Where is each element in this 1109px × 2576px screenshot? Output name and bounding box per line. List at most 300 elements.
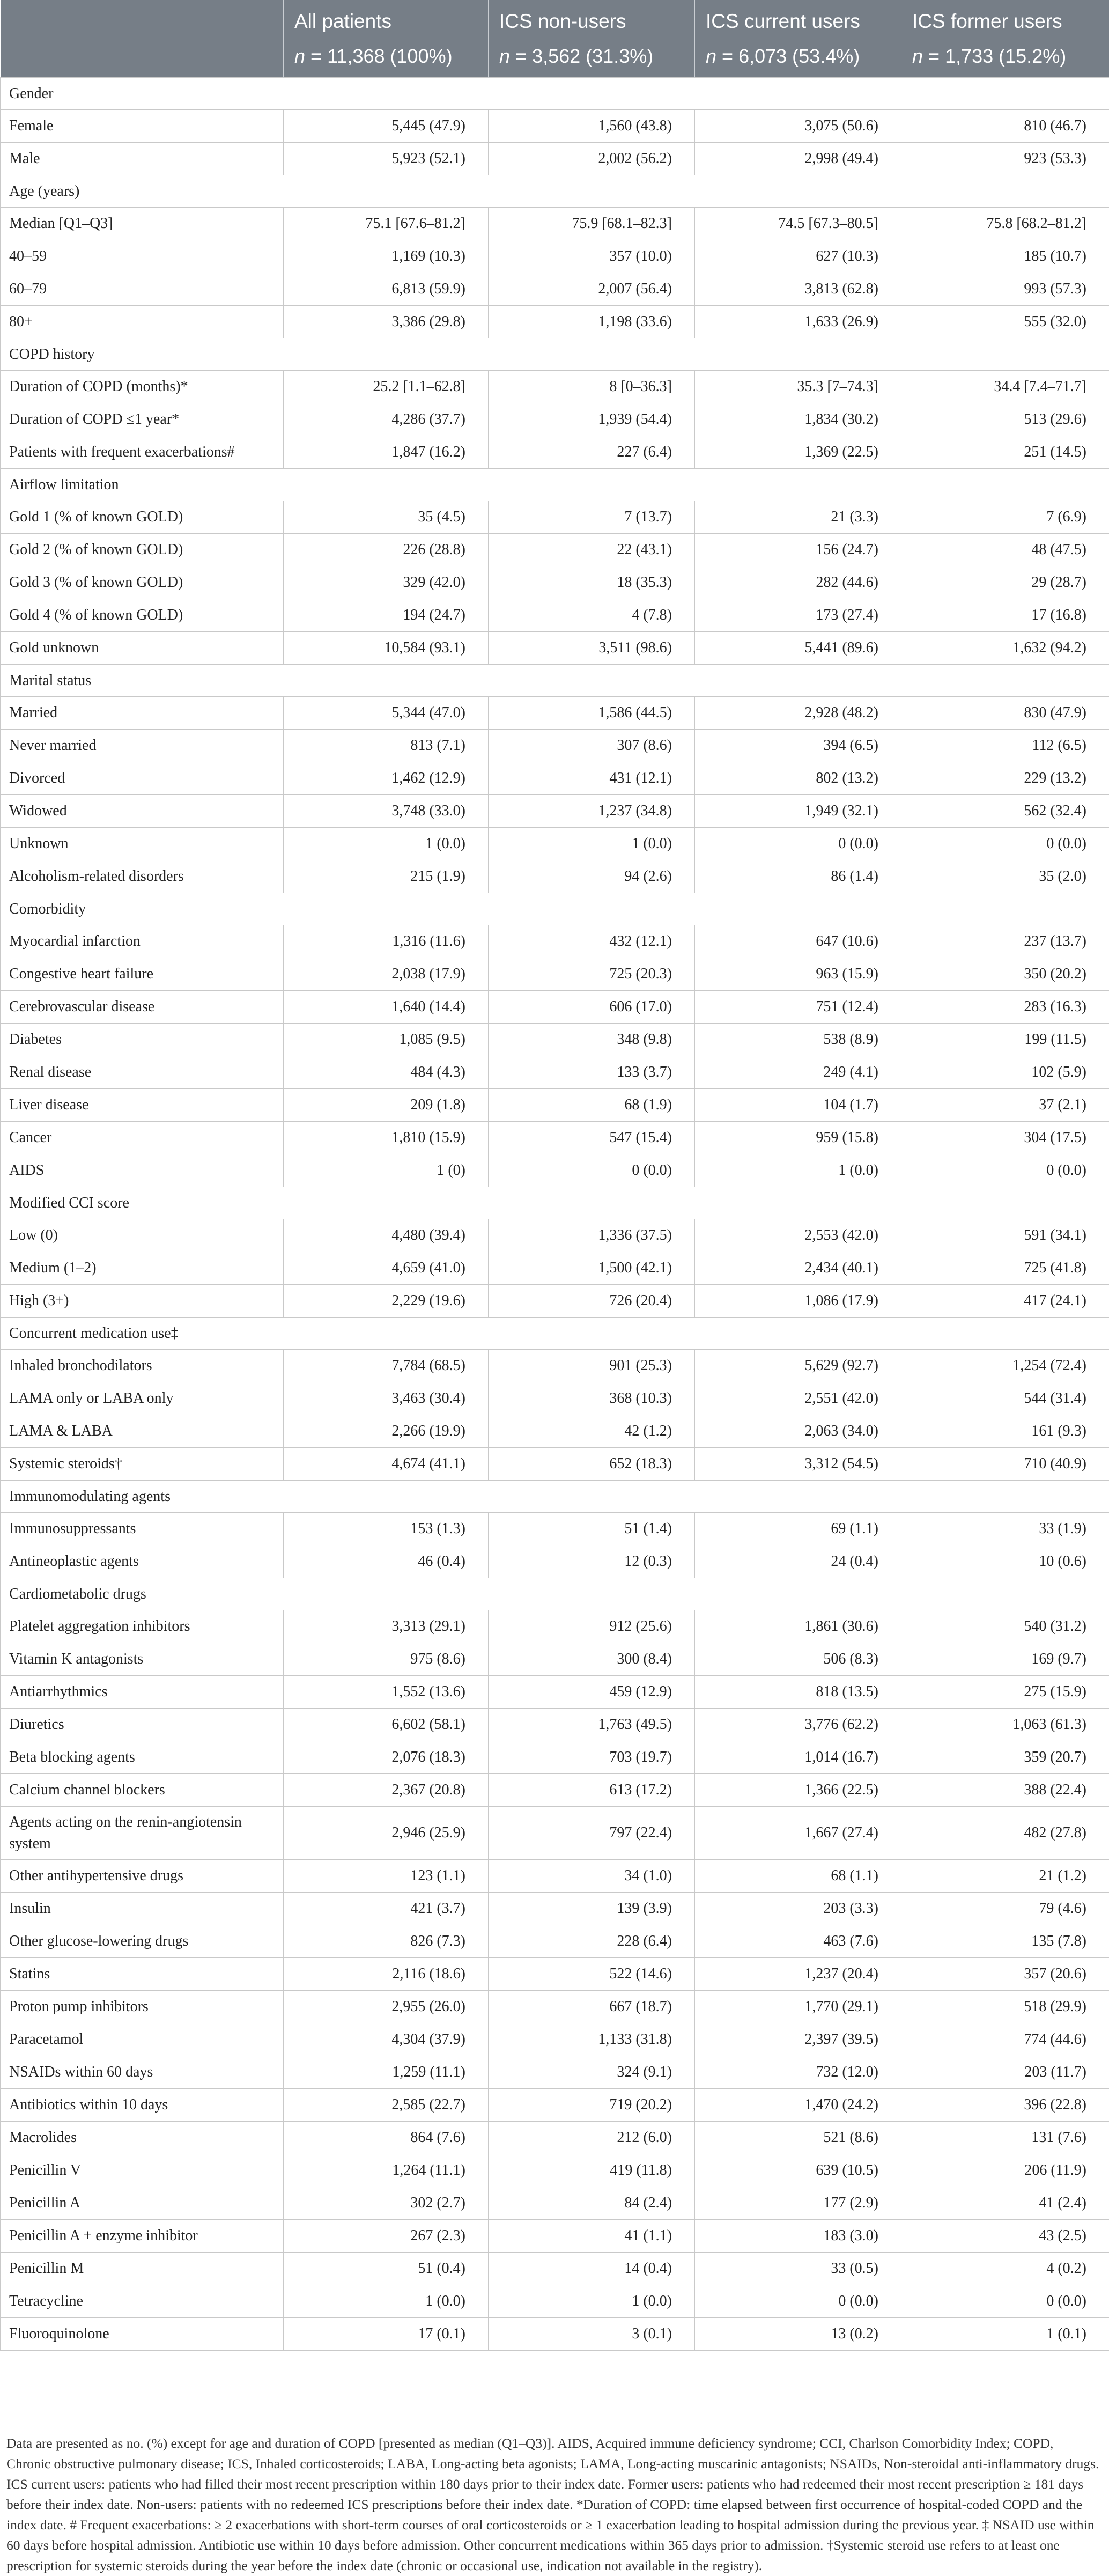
cell-value: 613 (17.2)	[489, 1774, 695, 1807]
section-row	[1, 1578, 1109, 1610]
table-row	[1, 762, 1109, 795]
table-row	[1, 110, 1109, 143]
cell-value: 797 (22.4)	[489, 1807, 695, 1860]
row-label: 80+	[1, 306, 284, 338]
cell-value: 199 (11.5)	[901, 1024, 1109, 1056]
cell-value: 1,133 (31.8)	[489, 2023, 695, 2056]
cell-value: 2,063 (34.0)	[695, 1415, 901, 1448]
row-label: Male	[1, 143, 284, 175]
cell-value: 2,266 (19.9)	[284, 1415, 489, 1448]
table-row	[1, 1676, 1109, 1709]
cell-value: 14 (0.4)	[489, 2253, 695, 2285]
cell-value: 350 (20.2)	[901, 958, 1109, 991]
row-label: Agents acting on the renin-angiotensin system	[1, 1807, 284, 1860]
cell-value: 540 (31.2)	[901, 1610, 1109, 1643]
cell-value: 726 (20.4)	[489, 1285, 695, 1318]
table-row	[1, 860, 1109, 893]
cell-value: 10 (0.6)	[901, 1545, 1109, 1578]
n-label: n	[499, 45, 510, 67]
cell-value: 1,254 (72.4)	[901, 1350, 1109, 1382]
table-row	[1, 2089, 1109, 2122]
cell-value: 3,386 (29.8)	[284, 306, 489, 338]
cell-value: 912 (25.6)	[489, 1610, 695, 1643]
row-label: Fluoroquinolone	[1, 2318, 284, 2351]
cell-value: 34.4 [7.4–71.7]	[901, 371, 1109, 403]
cell-value: 1,586 (44.5)	[489, 697, 695, 730]
cell-value: 388 (22.4)	[901, 1774, 1109, 1807]
cell-value: 348 (9.8)	[489, 1024, 695, 1056]
row-label: Statins	[1, 1958, 284, 1991]
cell-value: 21 (3.3)	[695, 501, 901, 534]
cell-value: 1,366 (22.5)	[695, 1774, 901, 1807]
cell-value: 24 (0.4)	[695, 1545, 901, 1578]
cell-value: 506 (8.3)	[695, 1643, 901, 1676]
n-label: n	[706, 45, 716, 67]
cell-value: 3,511 (98.6)	[489, 632, 695, 665]
table-row	[1, 306, 1109, 338]
cell-value: 79 (4.6)	[901, 1893, 1109, 1925]
cell-value: 1,470 (24.2)	[695, 2089, 901, 2122]
table-row	[1, 1415, 1109, 1448]
cell-value: 237 (13.7)	[901, 925, 1109, 958]
cell-value: 282 (44.6)	[695, 566, 901, 599]
cell-value: 1,763 (49.5)	[489, 1709, 695, 1741]
table-row	[1, 1893, 1109, 1925]
cell-value: 2,946 (25.9)	[284, 1807, 489, 1860]
table-row	[1, 795, 1109, 828]
cell-value: 431 (12.1)	[489, 762, 695, 795]
cell-value: 227 (6.4)	[489, 436, 695, 469]
cell-value: 86 (1.4)	[695, 860, 901, 893]
table-row	[1, 2023, 1109, 2056]
row-label: Immunosuppressants	[1, 1513, 284, 1545]
cell-value: 3,813 (62.8)	[695, 273, 901, 306]
header-ics-former-users: ICS former users	[901, 0, 1109, 39]
row-label: Congestive heart failure	[1, 958, 284, 991]
section-row	[1, 175, 1109, 208]
cell-value: 0 (0.0)	[901, 2285, 1109, 2318]
row-label: Tetracycline	[1, 2285, 284, 2318]
row-label: Low (0)	[1, 1219, 284, 1252]
cell-value: 1,014 (16.7)	[695, 1741, 901, 1774]
cell-value: 304 (17.5)	[901, 1122, 1109, 1154]
count-ics-current-users	[695, 39, 901, 78]
cell-value: 2,229 (19.6)	[284, 1285, 489, 1318]
cell-value: 963 (15.9)	[695, 958, 901, 991]
cell-value: 484 (4.3)	[284, 1056, 489, 1089]
cell-value: 830 (47.9)	[901, 697, 1109, 730]
table-row	[1, 1991, 1109, 2023]
cell-value: 513 (29.6)	[901, 403, 1109, 436]
header-ics-current-users: ICS current users	[695, 0, 901, 39]
cell-value: 17 (16.8)	[901, 599, 1109, 632]
cell-value: 4 (0.2)	[901, 2253, 1109, 2285]
cell-value: 12 (0.3)	[489, 1545, 695, 1578]
count-ics-former-users	[901, 39, 1109, 78]
cell-value: 1,847 (16.2)	[284, 436, 489, 469]
cell-value: 74.5 [67.3–80.5]	[695, 208, 901, 240]
table-row	[1, 2220, 1109, 2253]
row-label: Penicillin V	[1, 2154, 284, 2187]
cell-value: 359 (20.7)	[901, 1741, 1109, 1774]
cell-value: 206 (11.9)	[901, 2154, 1109, 2187]
cell-value: 1,632 (94.2)	[901, 632, 1109, 665]
cell-value: 35.3 [7–74.3]	[695, 371, 901, 403]
cell-value: 710 (40.9)	[901, 1448, 1109, 1481]
row-label: NSAIDs within 60 days	[1, 2056, 284, 2089]
table-row	[1, 1774, 1109, 1807]
table-body	[1, 78, 1109, 2351]
section-label: COPD history	[1, 338, 1109, 371]
cell-value: 123 (1.1)	[284, 1860, 489, 1893]
cell-value: 5,629 (92.7)	[695, 1350, 901, 1382]
table-row	[1, 925, 1109, 958]
n-label: n	[912, 45, 923, 67]
row-label: Married	[1, 697, 284, 730]
table-row	[1, 1860, 1109, 1893]
cell-value: 2,007 (56.4)	[489, 273, 695, 306]
section-label: Airflow limitation	[1, 469, 1109, 501]
table-row	[1, 436, 1109, 469]
cell-value: 993 (57.3)	[901, 273, 1109, 306]
table-footnote: Data are presented as no. (%) except for age and duration of COPD [presented as median (Q1–Q3)]. AIDS, Acquired immune deficiency syndrome; CCI, Charlson Comorbidity Index; COPD, Chronic obstructive pulmonary disease; ICS, Inhaled corticosteroids; LABA, Long-acting beta agonists; LAMA, Long-acting muscarinic antagonists; NSAIDs, Non-steroidal anti-inflammatory drugs. ICS current users: patients who had filled their most recent prescription within 180 days prior to their index date. Former users: patients who had redeemed their most recent prescription ≥ 181 days before their index date. Non-users: patients with no redeemed ICS prescriptions before their index date. *Duration of COPD: time elapsed between first occurrence of hospital-coded COPD and the index date. # Frequent exacerbations: ≥ 2 exacerbations with short-term courses of oral corticosteroids or ≥ 1 exacerbation leading to hospital admission during the previous year. ‡ NSAID use within 60 days before hospital admission. Antibiotic use within 10 days before admission. Other concurrent medications within 365 days prior to admission. †Systemic steroid use refers to at least one prescription for systemic steroids during the year before the index date (chronic or occasional use, indication not available in the registry).	[6, 2433, 1100, 2576]
section-row	[1, 1318, 1109, 1350]
cell-value: 2,397 (39.5)	[695, 2023, 901, 2056]
cell-value: 5,923 (52.1)	[284, 143, 489, 175]
cell-value: 1,063 (61.3)	[901, 1709, 1109, 1741]
section-row	[1, 338, 1109, 371]
cell-value: 959 (15.8)	[695, 1122, 901, 1154]
table-row	[1, 1252, 1109, 1285]
cell-value: 283 (16.3)	[901, 991, 1109, 1024]
row-label: Alcoholism-related disorders	[1, 860, 284, 893]
section-row	[1, 665, 1109, 697]
table-row	[1, 2187, 1109, 2220]
cell-value: 1,939 (54.4)	[489, 403, 695, 436]
cell-value: 75.1 [67.6–81.2]	[284, 208, 489, 240]
cell-value: 68 (1.9)	[489, 1089, 695, 1122]
row-label: Duration of COPD ≤1 year*	[1, 403, 284, 436]
cell-value: 394 (6.5)	[695, 730, 901, 762]
row-label: Cancer	[1, 1122, 284, 1154]
row-label: Antibiotics within 10 days	[1, 2089, 284, 2122]
cell-value: 22 (43.1)	[489, 534, 695, 566]
cell-value: 647 (10.6)	[695, 925, 901, 958]
row-label: Diabetes	[1, 1024, 284, 1056]
cell-value: 639 (10.5)	[695, 2154, 901, 2187]
table-row	[1, 991, 1109, 1024]
cell-value: 203 (11.7)	[901, 2056, 1109, 2089]
row-label: Unknown	[1, 828, 284, 860]
table-row	[1, 240, 1109, 273]
table-row	[1, 1089, 1109, 1122]
row-label: Widowed	[1, 795, 284, 828]
cell-value: 37 (2.1)	[901, 1089, 1109, 1122]
cell-value: 226 (28.8)	[284, 534, 489, 566]
cell-value: 396 (22.8)	[901, 2089, 1109, 2122]
row-label: Vitamin K antagonists	[1, 1643, 284, 1676]
row-label: Cerebrovascular disease	[1, 991, 284, 1024]
cell-value: 51 (0.4)	[284, 2253, 489, 2285]
table-row	[1, 2318, 1109, 2351]
table-row	[1, 730, 1109, 762]
cell-value: 522 (14.6)	[489, 1958, 695, 1991]
cell-value: 432 (12.1)	[489, 925, 695, 958]
cell-value: 1,861 (30.6)	[695, 1610, 901, 1643]
cell-value: 3 (0.1)	[489, 2318, 695, 2351]
cell-value: 4,286 (37.7)	[284, 403, 489, 436]
cell-value: 183 (3.0)	[695, 2220, 901, 2253]
cell-value: 69 (1.1)	[695, 1513, 901, 1545]
row-label: LAMA only or LABA only	[1, 1382, 284, 1415]
cell-value: 482 (27.8)	[901, 1807, 1109, 1860]
cell-value: 2,928 (48.2)	[695, 697, 901, 730]
cell-value: 1 (0.1)	[901, 2318, 1109, 2351]
row-label: Gold 2 (% of known GOLD)	[1, 534, 284, 566]
cell-value: 0 (0.0)	[695, 2285, 901, 2318]
cell-value: 419 (11.8)	[489, 2154, 695, 2187]
cell-value: 417 (24.1)	[901, 1285, 1109, 1318]
row-label: Insulin	[1, 1893, 284, 1925]
cell-value: 1,949 (32.1)	[695, 795, 901, 828]
table-row	[1, 1513, 1109, 1545]
table-row	[1, 143, 1109, 175]
cell-value: 2,955 (26.0)	[284, 1991, 489, 2023]
cell-value: 1 (0.0)	[284, 2285, 489, 2318]
table-row	[1, 1448, 1109, 1481]
row-label: Liver disease	[1, 1089, 284, 1122]
table-row	[1, 1610, 1109, 1643]
cell-value: 1 (0.0)	[489, 2285, 695, 2318]
cell-value: 0 (0.0)	[489, 1154, 695, 1187]
section-label: Modified CCI score	[1, 1187, 1109, 1219]
cell-value: 1,633 (26.9)	[695, 306, 901, 338]
header-blank-2	[1, 39, 284, 78]
count-all-patients	[284, 39, 489, 78]
cell-value: 864 (7.6)	[284, 2122, 489, 2154]
count-value: = 11,368 (100%)	[310, 45, 453, 67]
cell-value: 813 (7.1)	[284, 730, 489, 762]
cell-value: 1,667 (27.4)	[695, 1807, 901, 1860]
cell-value: 1 (0.0)	[489, 828, 695, 860]
cell-value: 1 (0)	[284, 1154, 489, 1187]
cell-value: 3,312 (54.5)	[695, 1448, 901, 1481]
cell-value: 300 (8.4)	[489, 1643, 695, 1676]
section-label: Cardiometabolic drugs	[1, 1578, 1109, 1610]
cell-value: 112 (6.5)	[901, 730, 1109, 762]
n-label: n	[294, 45, 305, 67]
row-label: Other glucose-lowering drugs	[1, 1925, 284, 1958]
cell-value: 627 (10.3)	[695, 240, 901, 273]
count-value: = 3,562 (31.3%)	[515, 45, 653, 67]
cell-value: 215 (1.9)	[284, 860, 489, 893]
section-row	[1, 78, 1109, 110]
cell-value: 901 (25.3)	[489, 1350, 695, 1382]
cell-value: 725 (41.8)	[901, 1252, 1109, 1285]
row-label: Divorced	[1, 762, 284, 795]
header-ics-non-users: ICS non-users	[489, 0, 695, 39]
table-row	[1, 1807, 1109, 1860]
table-row	[1, 1056, 1109, 1089]
count-value: = 6,073 (53.4%)	[722, 45, 860, 67]
table-row	[1, 2253, 1109, 2285]
row-label: Macrolides	[1, 2122, 284, 2154]
cell-value: 7 (6.9)	[901, 501, 1109, 534]
cell-value: 21 (1.2)	[901, 1860, 1109, 1893]
cell-value: 153 (1.3)	[284, 1513, 489, 1545]
cell-value: 802 (13.2)	[695, 762, 901, 795]
row-label: Inhaled bronchodilators	[1, 1350, 284, 1382]
cell-value: 547 (15.4)	[489, 1122, 695, 1154]
cell-value: 41 (2.4)	[901, 2187, 1109, 2220]
cell-value: 0 (0.0)	[901, 1154, 1109, 1187]
cell-value: 2,553 (42.0)	[695, 1219, 901, 1252]
cell-value: 2,002 (56.2)	[489, 143, 695, 175]
cell-value: 5,344 (47.0)	[284, 697, 489, 730]
cell-value: 2,998 (49.4)	[695, 143, 901, 175]
cell-value: 35 (4.5)	[284, 501, 489, 534]
cell-value: 459 (12.9)	[489, 1676, 695, 1709]
cell-value: 17 (0.1)	[284, 2318, 489, 2351]
row-label: Antiarrhythmics	[1, 1676, 284, 1709]
cell-value: 7,784 (68.5)	[284, 1350, 489, 1382]
cell-value: 3,075 (50.6)	[695, 110, 901, 143]
cell-value: 0 (0.0)	[901, 828, 1109, 860]
cell-value: 42 (1.2)	[489, 1415, 695, 1448]
row-label: Gold 3 (% of known GOLD)	[1, 566, 284, 599]
header-all-patients: All patients	[284, 0, 489, 39]
cell-value: 357 (10.0)	[489, 240, 695, 273]
cell-value: 4,659 (41.0)	[284, 1252, 489, 1285]
table-row	[1, 1545, 1109, 1578]
row-label: Antineoplastic agents	[1, 1545, 284, 1578]
cell-value: 267 (2.3)	[284, 2220, 489, 2253]
cell-value: 1,264 (11.1)	[284, 2154, 489, 2187]
cell-value: 34 (1.0)	[489, 1860, 695, 1893]
cell-value: 3,313 (29.1)	[284, 1610, 489, 1643]
row-label: Gold 4 (% of known GOLD)	[1, 599, 284, 632]
cell-value: 975 (8.6)	[284, 1643, 489, 1676]
row-label: Penicillin A	[1, 2187, 284, 2220]
table-row	[1, 371, 1109, 403]
row-label: High (3+)	[1, 1285, 284, 1318]
row-label: Myocardial infarction	[1, 925, 284, 958]
cell-value: 324 (9.1)	[489, 2056, 695, 2089]
section-row	[1, 469, 1109, 501]
cell-value: 8 [0–36.3]	[489, 371, 695, 403]
cell-value: 538 (8.9)	[695, 1024, 901, 1056]
cell-value: 43 (2.5)	[901, 2220, 1109, 2253]
cell-value: 133 (3.7)	[489, 1056, 695, 1089]
cell-value: 1,770 (29.1)	[695, 1991, 901, 2023]
cell-value: 2,551 (42.0)	[695, 1382, 901, 1415]
table-row	[1, 958, 1109, 991]
cell-value: 1,336 (37.5)	[489, 1219, 695, 1252]
cell-value: 302 (2.7)	[284, 2187, 489, 2220]
cell-value: 75.9 [68.1–82.3]	[489, 208, 695, 240]
cell-value: 1,085 (9.5)	[284, 1024, 489, 1056]
cell-value: 173 (27.4)	[695, 599, 901, 632]
cell-value: 35 (2.0)	[901, 860, 1109, 893]
cell-value: 102 (5.9)	[901, 1056, 1109, 1089]
cell-value: 555 (32.0)	[901, 306, 1109, 338]
cell-value: 1,237 (34.8)	[489, 795, 695, 828]
row-label: AIDS	[1, 1154, 284, 1187]
cell-value: 2,076 (18.3)	[284, 1741, 489, 1774]
row-label: Never married	[1, 730, 284, 762]
cell-value: 33 (0.5)	[695, 2253, 901, 2285]
cell-value: 7 (13.7)	[489, 501, 695, 534]
table-row	[1, 2056, 1109, 2089]
cell-value: 229 (13.2)	[901, 762, 1109, 795]
cell-value: 185 (10.7)	[901, 240, 1109, 273]
cell-value: 751 (12.4)	[695, 991, 901, 1024]
cell-value: 161 (9.3)	[901, 1415, 1109, 1448]
cell-value: 591 (34.1)	[901, 1219, 1109, 1252]
cell-value: 228 (6.4)	[489, 1925, 695, 1958]
row-label: Medium (1–2)	[1, 1252, 284, 1285]
row-label: Diuretics	[1, 1709, 284, 1741]
cell-value: 818 (13.5)	[695, 1676, 901, 1709]
cell-value: 4,674 (41.1)	[284, 1448, 489, 1481]
cell-value: 4 (7.8)	[489, 599, 695, 632]
table-row	[1, 1382, 1109, 1415]
cell-value: 667 (18.7)	[489, 1991, 695, 2023]
cell-value: 2,038 (17.9)	[284, 958, 489, 991]
table-row	[1, 1741, 1109, 1774]
table-row	[1, 1024, 1109, 1056]
cell-value: 51 (1.4)	[489, 1513, 695, 1545]
cell-value: 194 (24.7)	[284, 599, 489, 632]
section-label: Immunomodulating agents	[1, 1481, 1109, 1513]
row-label: Platelet aggregation inhibitors	[1, 1610, 284, 1643]
row-label: Duration of COPD (months)*	[1, 371, 284, 403]
section-label: Concurrent medication use‡	[1, 1318, 1109, 1350]
cell-value: 562 (32.4)	[901, 795, 1109, 828]
cell-value: 606 (17.0)	[489, 991, 695, 1024]
table-row	[1, 1643, 1109, 1676]
row-label: Renal disease	[1, 1056, 284, 1089]
cell-value: 203 (3.3)	[695, 1893, 901, 1925]
section-label: Comorbidity	[1, 893, 1109, 925]
cell-value: 463 (7.6)	[695, 1925, 901, 1958]
cell-value: 169 (9.7)	[901, 1643, 1109, 1676]
table-row	[1, 534, 1109, 566]
table-row	[1, 273, 1109, 306]
cell-value: 703 (19.7)	[489, 1741, 695, 1774]
header-blank	[1, 0, 284, 39]
table-row	[1, 501, 1109, 534]
row-label: Patients with frequent exacerbations#	[1, 436, 284, 469]
cell-value: 4,480 (39.4)	[284, 1219, 489, 1252]
cell-value: 212 (6.0)	[489, 2122, 695, 2154]
table-row	[1, 697, 1109, 730]
cell-value: 923 (53.3)	[901, 143, 1109, 175]
table-row	[1, 1154, 1109, 1187]
cell-value: 1,086 (17.9)	[695, 1285, 901, 1318]
cell-value: 4,304 (37.9)	[284, 2023, 489, 2056]
cell-value: 1 (0.0)	[284, 828, 489, 860]
row-label: 40–59	[1, 240, 284, 273]
row-label: Penicillin A + enzyme inhibitor	[1, 2220, 284, 2253]
cell-value: 774 (44.6)	[901, 2023, 1109, 2056]
cell-value: 18 (35.3)	[489, 566, 695, 599]
cell-value: 544 (31.4)	[901, 1382, 1109, 1415]
row-label: 60–79	[1, 273, 284, 306]
cell-value: 6,813 (59.9)	[284, 273, 489, 306]
cell-value: 1,560 (43.8)	[489, 110, 695, 143]
cell-value: 1,237 (20.4)	[695, 1958, 901, 1991]
